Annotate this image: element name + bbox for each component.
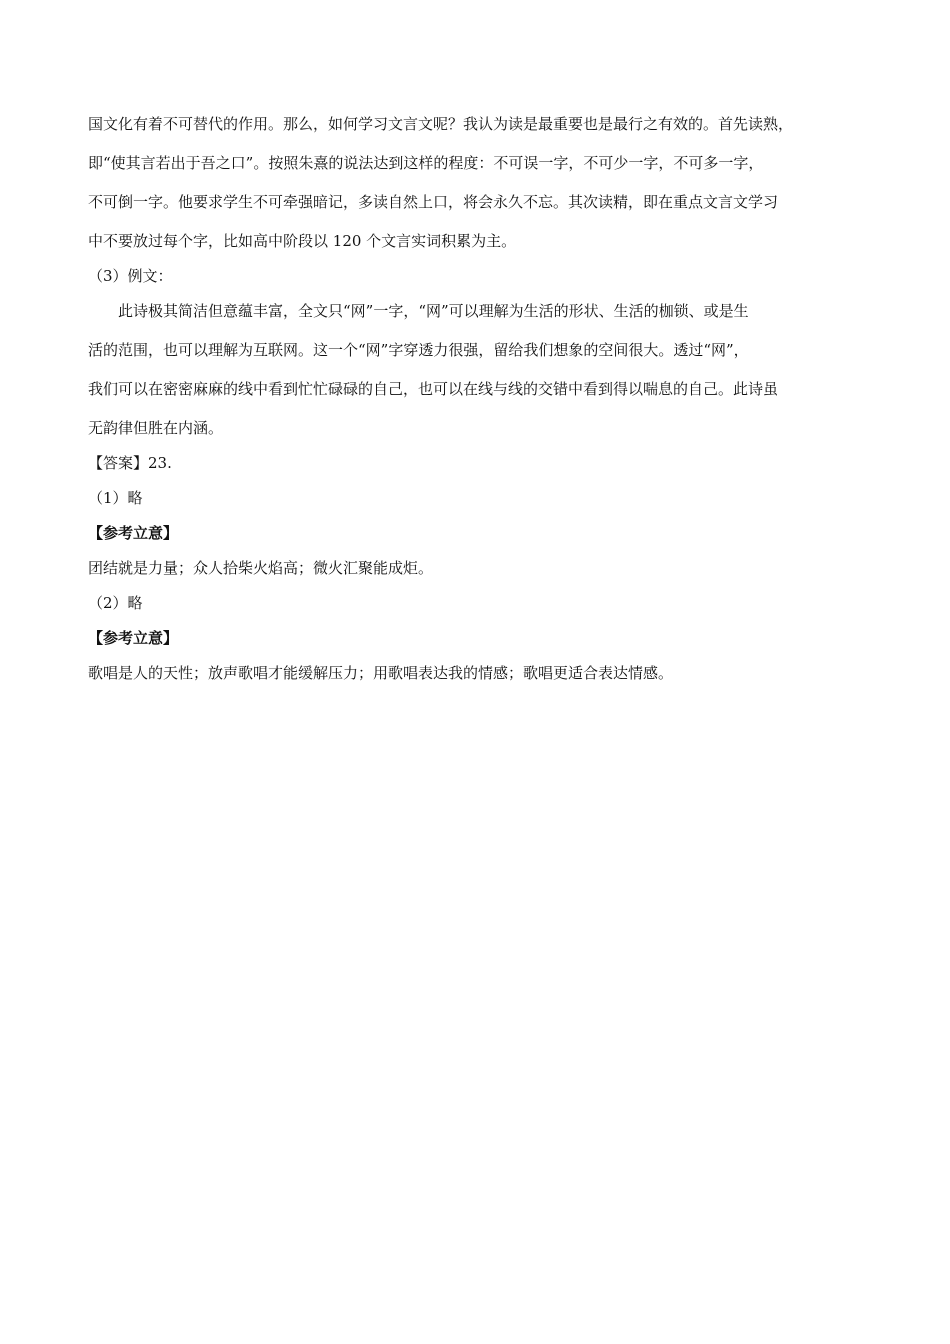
- paragraph-line: 此诗极其简洁但意蕴丰富，全文只“网”一字，“网”可以理解为生活的形状、生活的枷锁、或是生: [118, 302, 749, 320]
- paragraph-line: 即“使其言若出于吾之口”。按照朱熹的说法达到这样的程度：不可误一字，不可少一字，不可多一字，: [88, 154, 764, 172]
- reference-text-2: 歌唱是人的天性；放声歌唱才能缓解压力；用歌唱表达我的情感；歌唱更适合表达情感。: [88, 664, 674, 682]
- reference-text-1: 团结就是力量；众人拾柴火焰高；微火汇聚能成炬。: [88, 559, 434, 577]
- item-2-label: （2）略: [88, 594, 143, 612]
- answer-section: [88, 453, 868, 684]
- essay-paragraph-example: [88, 301, 868, 439]
- paragraph-line: 不可倒一字。他要求学生不可牵强暗记，多读自然上口，将会永久不忘。其次读精，即在重点文言文学习: [88, 193, 779, 211]
- reference-heading-2: 【参考立意】: [88, 629, 179, 647]
- answer-label: 【答案】23.: [88, 454, 172, 472]
- example-label: （3）例文：: [88, 267, 173, 285]
- paragraph-line: 活的范围，也可以理解为互联网。这一个“网”字穿透力很强，留给我们想象的空间很大。透过“网”，: [88, 341, 749, 359]
- document-content: [88, 114, 868, 684]
- essay-paragraph-reading: [88, 114, 868, 252]
- paragraph-line: 我们可以在密密麻麻的线中看到忙忙碌碌的自己，也可以在线与线的交错中看到得以喘息的自己。此诗虽: [88, 380, 779, 398]
- paragraph-line: 无韵律但胜在内涵。: [88, 419, 224, 437]
- item-1-label: （1）略: [88, 489, 143, 507]
- reference-heading-1: 【参考立意】: [88, 524, 179, 542]
- paragraph-line: 国文化有着不可替代的作用。那么，如何学习文言文呢？我认为读是最重要也是最行之有效的。首先读熟，: [88, 115, 794, 133]
- paragraph-line: 中不要放过每个字，比如高中阶段以 120 个文言实词积累为主。: [88, 232, 517, 250]
